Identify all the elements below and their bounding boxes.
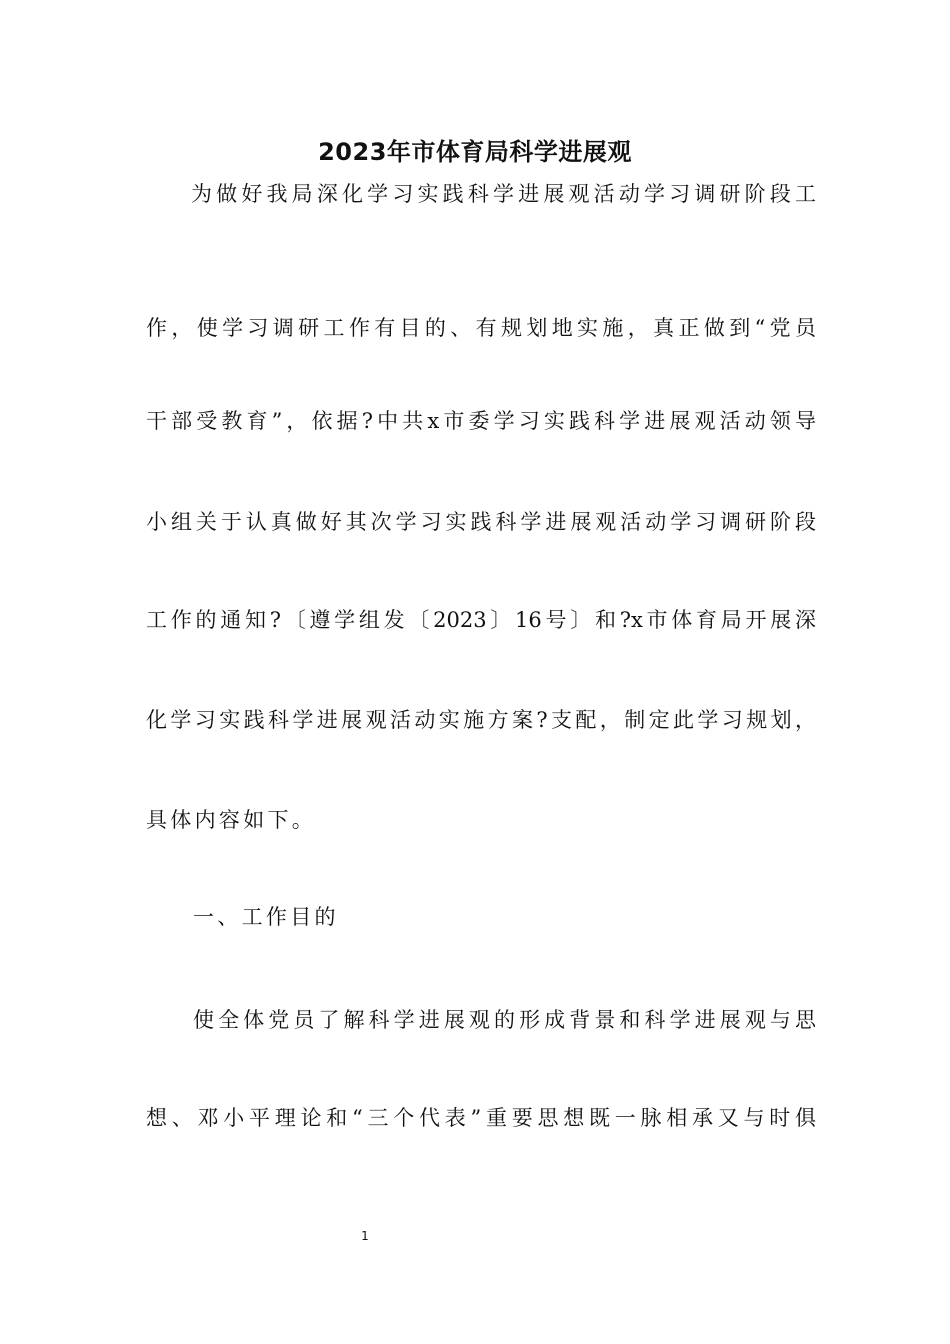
document-title: 2023年市体育局科学进展观 xyxy=(318,138,632,166)
body-text-line: 化学习实践科学进展观活动实施方案?支配，制定此学习规划， xyxy=(146,708,816,732)
body-text-line: 为做好我局深化学习实践科学进展观活动学习调研阶段工 xyxy=(191,182,816,206)
body-text-line: 工作的通知?〔遵学组发〔2023〕16号〕和?x市体育局开展深 xyxy=(146,608,816,632)
body-text-line: 小组关于认真做好其次学习实践科学进展观活动学习调研阶段 xyxy=(146,510,816,534)
section-heading: 一、工作目的 xyxy=(193,905,339,929)
body-text-line: 干部受教育”，依据?中共x市委学习实践科学进展观活动领导 xyxy=(146,409,816,433)
body-text-line: 作，使学习调研工作有目的、有规划地实施，真正做到“党员 xyxy=(146,316,816,340)
body-text-line: 使全体党员了解科学进展观的形成背景和科学进展观与思 xyxy=(193,1008,816,1032)
body-text-line: 具体内容如下。 xyxy=(146,808,317,832)
page-number: 1 xyxy=(361,1229,369,1243)
body-text-line: 想、邓小平理论和“三个代表”重要思想既一脉相承又与时俱 xyxy=(146,1106,816,1130)
